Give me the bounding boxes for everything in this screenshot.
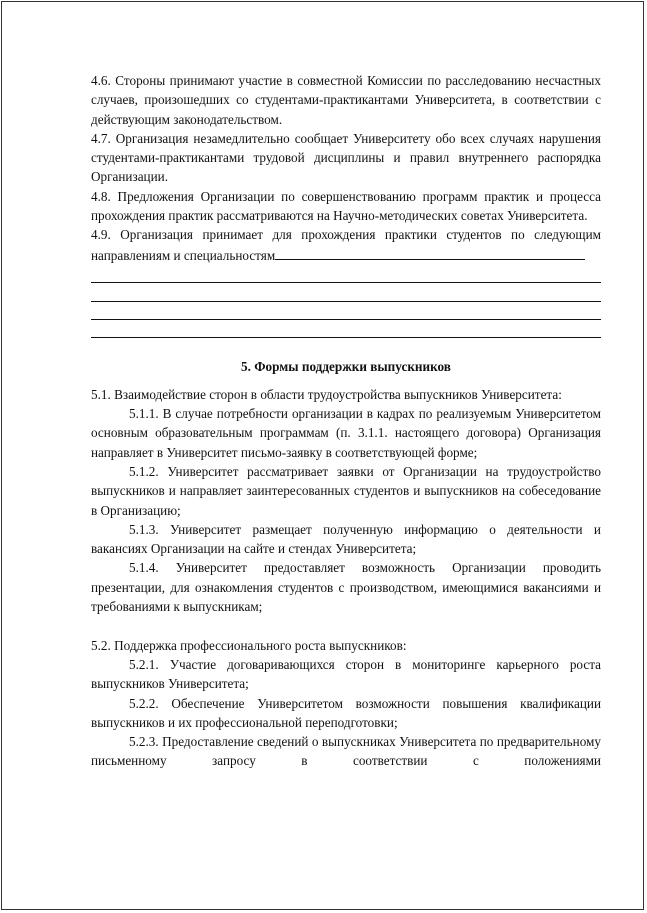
fill-in-line[interactable] <box>275 245 585 260</box>
paragraph-5-2: 5.2. Поддержка профессионального роста выпускников: <box>91 637 407 653</box>
paragraph-5-1-2: 5.1.2. Университет рассматривает заявки от Организации на трудоустройство выпускников и направляет заинтересованных студентов и выпускников на собеседование в Организацию; <box>91 463 601 518</box>
paragraph-5-2-3: 5.2.3. Предоставление сведений о выпускниках Университета по предварительному письменному запросу в соответствии с положениями <box>91 734 601 769</box>
paragraph-5-1: 5.1. Взаимодействие сторон в области трудоустройства выпускников Университета: <box>91 386 562 402</box>
paragraph-5-1-1: 5.1.1. В случае потребности организации в кадрах по реализуемым Университетом основным образовательным программам (п. 3.1.1. настоящего договора) Организация направляет в Университет письмо-заявку в соответствующей форме; <box>91 406 601 460</box>
fill-in-line[interactable] <box>91 264 601 283</box>
paragraph-5-2-1: 5.2.1. Участие договаривающихся сторон в мониторинге карьерного роста выпускников Университета; <box>91 656 601 692</box>
paragraph-4-6: 4.6. Стороны принимают участие в совместной Комиссии по расследованию несчастных случаев, произошедших со студентами-практикантами Университета, в соответствии с действующим законодательством. <box>91 73 601 127</box>
paragraph-4-7: 4.7. Организация незамедлительно сообщает Университету обо всех случаях нарушения студентами-практикантами трудовой дисциплины и правил внутреннего распорядка Организации. <box>91 130 601 185</box>
paragraph-5-1-3: 5.1.3. Университет размещает полученную информацию о деятельности и вакансиях Организации на сайте и стендах Университета; <box>91 521 601 557</box>
document-body <box>91 71 601 771</box>
paragraph-4-8: 4.8. Предложения Организации по совершенствованию программ практик и процесса прохождения практик рассматриваются на Научно-методических советах Университета. <box>91 188 601 224</box>
paragraph-5-2-2: 5.2.2. Обеспечение Университетом возможности повышения квалификации выпускников и их профессиональной переподготовки; <box>91 695 601 730</box>
fill-in-line[interactable] <box>91 301 601 320</box>
fill-in-line[interactable] <box>91 282 601 301</box>
section-heading: 5. Формы поддержки выпускников <box>241 359 451 375</box>
paragraph-4-9-cont: направлениям и специальностям <box>91 245 601 265</box>
document-page <box>1 1 644 910</box>
paragraph-4-9: 4.9. Организация принимает для прохождения практики студентов по следующим <box>91 227 601 243</box>
fill-in-line[interactable] <box>91 319 601 338</box>
paragraph-5-1-4: 5.1.4. Университет предоставляет возможность Организации проводить презентации, для ознакомления студентов с производством, имеющимися вакансиями и требованиями к выпускникам; <box>91 560 601 615</box>
